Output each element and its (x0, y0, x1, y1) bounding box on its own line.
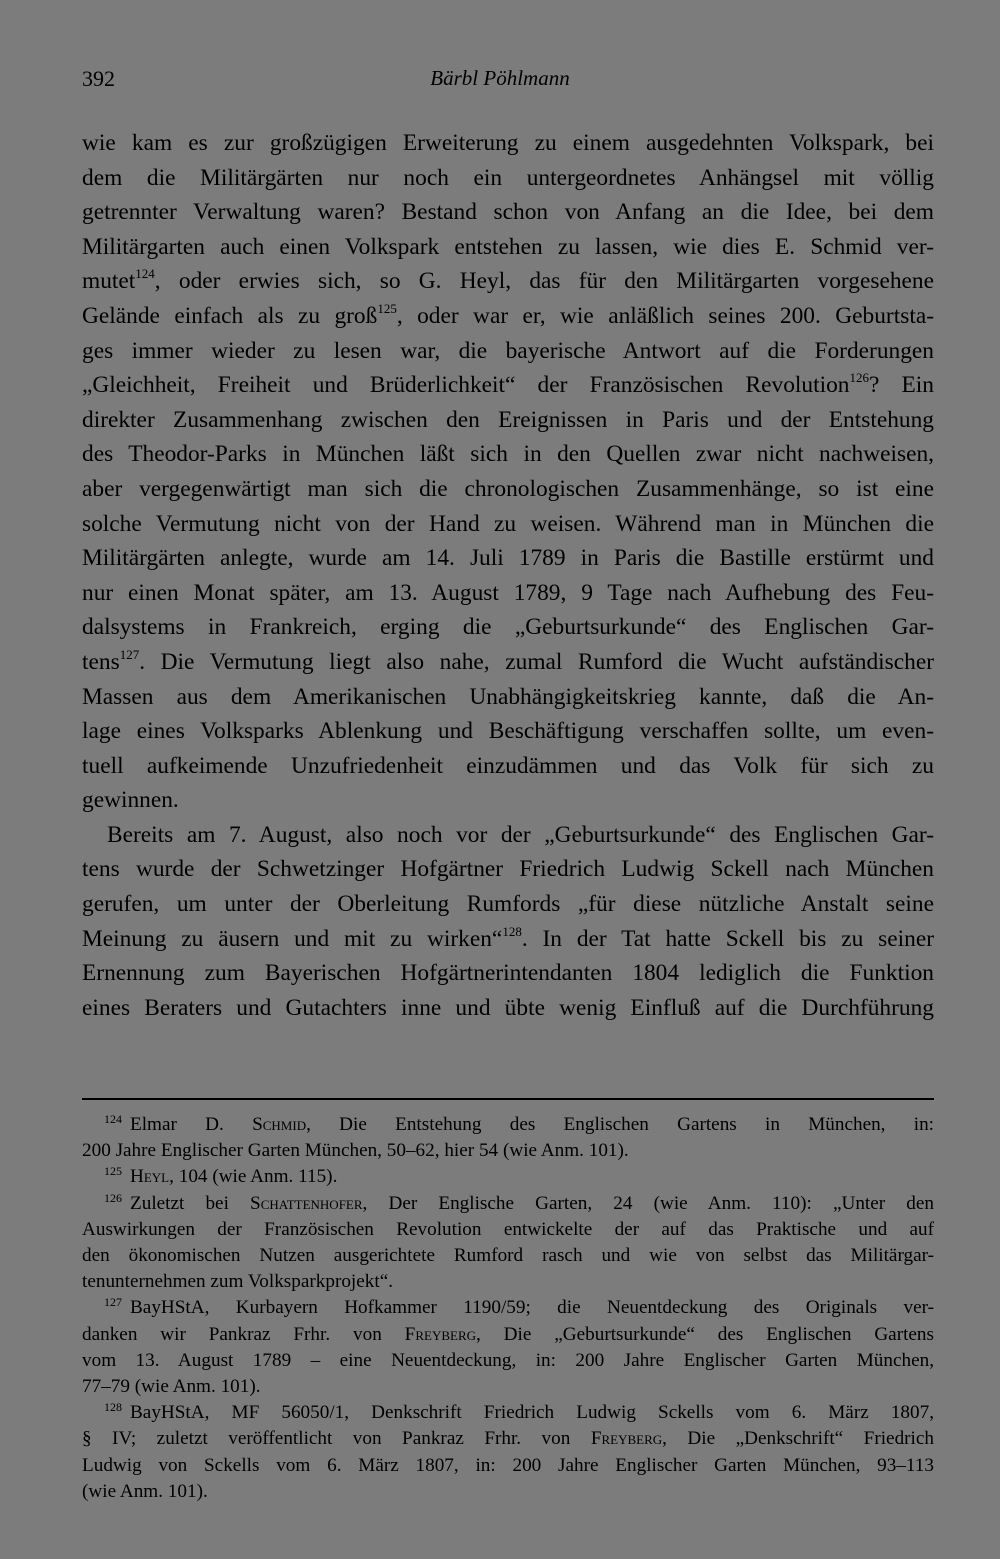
running-head: Bärbl Pöhlmann (430, 66, 570, 90)
footnote-ref: 124 (135, 266, 155, 282)
text-line: Bereits am 7. August, also noch vor der „Geburtsurkunde“ des Englischen Gar- (107, 821, 934, 848)
text-line: gerufen, um unter der Oberleitung Rumfords „für diese nützliche Anstalt seine (82, 891, 934, 918)
footnote-128: $^{128}$ BayHStA, MF 56050/1, Denkschrift Friedrich Ludwig Sckells vom 6. März 1807, § IV; zuletzt veröffentlicht von Pankraz Frhr. von Freyberg, Die „Denkschrift“ Friedrich Ludwig von Sckells vom 6. März 1807, in: 200 Jahre Englischer Garten München, 93–113 (wie Anm. 101). (82, 1400, 934, 1502)
footnote-ref: 127 (119, 646, 140, 662)
text-line: „Gleichheit, Freiheit und Brüderlichkeit“ der Französischen Revolution$^{126}$? Ein (82, 370, 934, 399)
text-line: eines Beraters und Gutachters inne und übte wenig Einfluß auf die Durchführung (82, 994, 934, 1021)
footnote-ref: 126 (849, 370, 869, 386)
text-line: Meinung zu äusern und mit zu wirken“$^{128}$. In der Tat hatte Sckell bis zu seiner (82, 923, 934, 952)
text-line: aber vergegenwärtigt man sich die chronologischen Zusammenhänge, so ist eine (82, 475, 934, 502)
text-line: dalsystems in Frankreich, erging die „Geburtsurkunde“ des Englischen Gar- (82, 614, 934, 641)
footnote-124: $^{124}$ Elmar D. Schmid, Die Entstehung des Englischen Gartens in München, in: 200 Jahre Englischer Garten München, 50–62, hier 54 (wie Anm. 101). (82, 1112, 934, 1162)
text-line: Militärgarten auch einen Volkspark entstehen zu lassen, wie dies E. Schmid ver- (82, 233, 934, 260)
text-line: tuell aufkeimende Unzufriedenheit einzudämmen und das Volk für sich zu (82, 752, 934, 779)
footnote-125: $^{125}$ Heyl, 104 (wie Anm. 115). (104, 1164, 338, 1188)
text-line: getrennter Verwaltung waren? Bestand schon von Anfang an die Idee, bei dem (82, 199, 934, 226)
footnote-ref: 128 (502, 923, 522, 939)
footnote-number: 127 (104, 1295, 122, 1310)
footnote-126: $^{126}$ Zuletzt bei Schattenhofer, Der Englische Garten, 24 (wie Anm. 110): „Unter den Auswirkungen der Französischen Revolution entwickelte der auf das Praktische und auf den ökonomischen Nutzen ausgerichtete Rumford rasch und wie von selbst das Militärgar- tenunternehmen zum Volksparkprojekt“. (82, 1190, 934, 1293)
text-line: ges immer wieder zu lesen war, die bayerische Antwort auf die Forderungen (82, 337, 934, 364)
page-number: 392 (82, 66, 115, 91)
text-line: wie kam es zur großzügigen Erweiterung zu einem ausgedehnten Volkspark, bei (82, 130, 934, 156)
text-line: tens wurde der Schwetzinger Hofgärtner Friedrich Ludwig Sckell nach München (82, 856, 934, 883)
text-line: tens$^{127}$. Die Vermutung liegt also nahe, zumal Rumford die Wucht aufständischer (82, 646, 934, 675)
footnotes (82, 1112, 934, 1505)
text-line: dem die Militärgärten nur noch ein untergeordnetes Anhängsel mit völlig (82, 164, 934, 191)
main-text (82, 126, 934, 1025)
footnote-127: $^{127}$ BayHStA, Kurbayern Hofkammer 1190/59; die Neuentdeckung des Originals ver- danken wir Pankraz Frhr. von Freyberg, Die „Geburtsurkunde“ des Englischen Gartens vom 13. August 1789 – eine Neuentdeckung, in: 200 Jahre Englischer Garten München, 77–79 (wie Anm. 101). (82, 1295, 934, 1398)
text-line: Ernennung zum Bayerischen Hofgärtnerintendanten 1804 lediglich die Funktion (82, 960, 934, 987)
footnote-number: 124 (104, 1112, 122, 1126)
footnote-ref: 125 (377, 300, 397, 316)
footnote-divider (82, 1098, 934, 1100)
text-line: Militärgärten anlegte, wurde am 14. Juli 1789 in Paris die Bastille erstürmt und (82, 545, 934, 572)
text-line: solche Vermutung nicht von der Hand zu weisen. Während man in München die (82, 510, 934, 537)
text-line: des Theodor-Parks in München läßt sich in den Quellen zwar nicht nachweisen, (82, 441, 934, 468)
footnote-number: 125 (104, 1164, 122, 1179)
text-line: nur einen Monat später, am 13. August 1789, 9 Tage nach Aufhebung des Feu- (82, 579, 934, 606)
text-line: lage eines Volksparks Ablenkung und Beschäftigung verschaffen sollte, um even- (82, 718, 934, 745)
text-line: Gelände einfach als zu groß$^{125}$, oder war er, wie anläßlich seines 200. Geburtsta- (82, 300, 934, 329)
page-header (82, 66, 918, 96)
footnote-number: 126 (104, 1190, 122, 1205)
text-line: mutet$^{124}$, oder erwies sich, so G. Heyl, das für den Militärgarten vorgesehene (82, 266, 934, 295)
text-line: gewinnen. (82, 787, 179, 814)
text-line: Massen aus dem Amerikanischen Unabhängigkeitskrieg kannte, daß die An- (82, 683, 934, 710)
text-line: direkter Zusammenhang zwischen den Ereignissen in Paris und der Entstehung (82, 406, 934, 433)
footnote-number: 128 (104, 1400, 122, 1415)
